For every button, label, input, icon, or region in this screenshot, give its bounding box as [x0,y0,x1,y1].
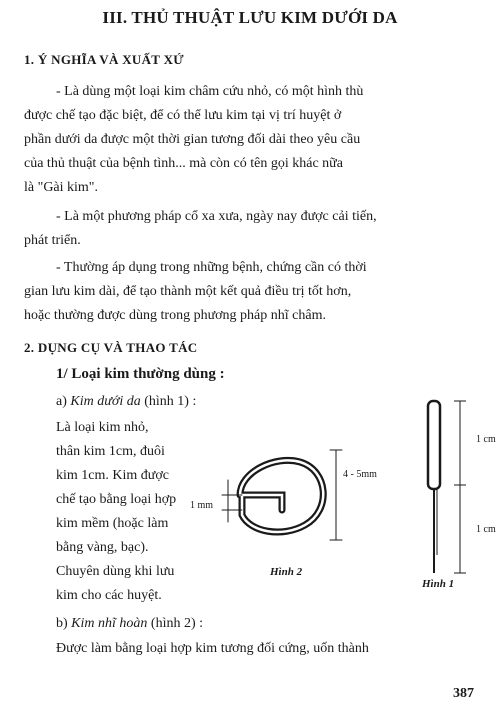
item-a-italic: Kim dưới da [70,394,141,409]
text-line: - Là một phương pháp cổ xa xưa, ngày nay được cải tiến, [56,209,377,224]
label-1cm-bottom: 1 cm [476,524,496,535]
text-line: của thủ thuật của bệnh tình... mà còn có tên gọi khác nữa [24,156,343,171]
label-1mm: 1 mm [190,500,214,511]
text-line: - Là dùng một loại kim châm cứu nhỏ, có một hình thù [56,84,364,99]
item-b-description: Được làm bằng loại hợp kim tương đối cứng, uốn thành [56,641,369,656]
subheading-needle-types: 1/ Loại kim thường dùng : [56,366,225,382]
section-1-paragraph-3 [24,256,476,328]
text-line: kim 1cm. Kim được [56,468,169,483]
section-1-paragraph-2 [24,205,476,253]
section-2-heading: 2. DỤNG CỤ VÀ THAO TÁC [24,340,198,355]
item-b-italic: Kim nhĩ hoàn [71,616,148,631]
text-line: là "Gài kim". [24,180,99,195]
text-line: Chuyên dùng khi lưu [56,564,175,579]
figure-2-caption: Hình 2 [270,566,303,578]
text-line: Là loại kim nhỏ, [56,420,149,435]
text-line: phần dưới da được một thời gian tương đối dài theo yêu cầu [24,132,361,147]
text-line: chế tạo bằng loại hợp [56,492,177,507]
text-line: bằng vàng, bạc). [56,540,149,555]
figure-1-caption: Hình 1 [422,578,455,590]
item-b-suffix: (hình 2) : [147,616,204,631]
needle-description [56,416,176,608]
text-line: kim cho các huyệt. [56,588,162,603]
item-a-suffix: (hình 1) : [140,394,197,409]
item-b-prefix: b) [56,616,72,631]
page-title: III. THỦ THUẬT LƯU KIM DƯỚI DA [102,8,398,27]
item-a-prefix: a) [56,394,71,409]
text-line: được chế tạo đặc biệt, để có thể lưu kim tại vị trí huyệt ở [24,108,342,123]
text-line: phát triển. [24,233,81,248]
figure-2-ear-needle-drawing [180,440,360,550]
section-1-paragraph-1 [24,80,476,200]
section-1-heading: 1. Ý NGHĨA VÀ XUẤT XỨ [24,52,184,67]
page-number: 387 [453,686,474,701]
text-line: gian lưu kim dài, để tạo thành một kết quả điều trị tốt hơn, [24,284,352,299]
text-line: kim mềm (hoặc làm [56,516,169,531]
label-4-5mm: 4 - 5mm [343,469,377,480]
item-a-heading [56,390,196,414]
needle-handle [428,401,440,489]
item-b-heading [56,612,203,636]
figure-1-subcutaneous-needle-drawing [410,395,470,595]
text-line: thân kim 1cm, đuôi [56,444,165,459]
text-line: - Thường áp dụng trong những bệnh, chứng cần có thời [56,260,367,275]
label-1cm-top: 1 cm [476,434,496,445]
text-line: hoặc thường được dùng trong phương pháp nhĩ châm. [24,308,326,323]
